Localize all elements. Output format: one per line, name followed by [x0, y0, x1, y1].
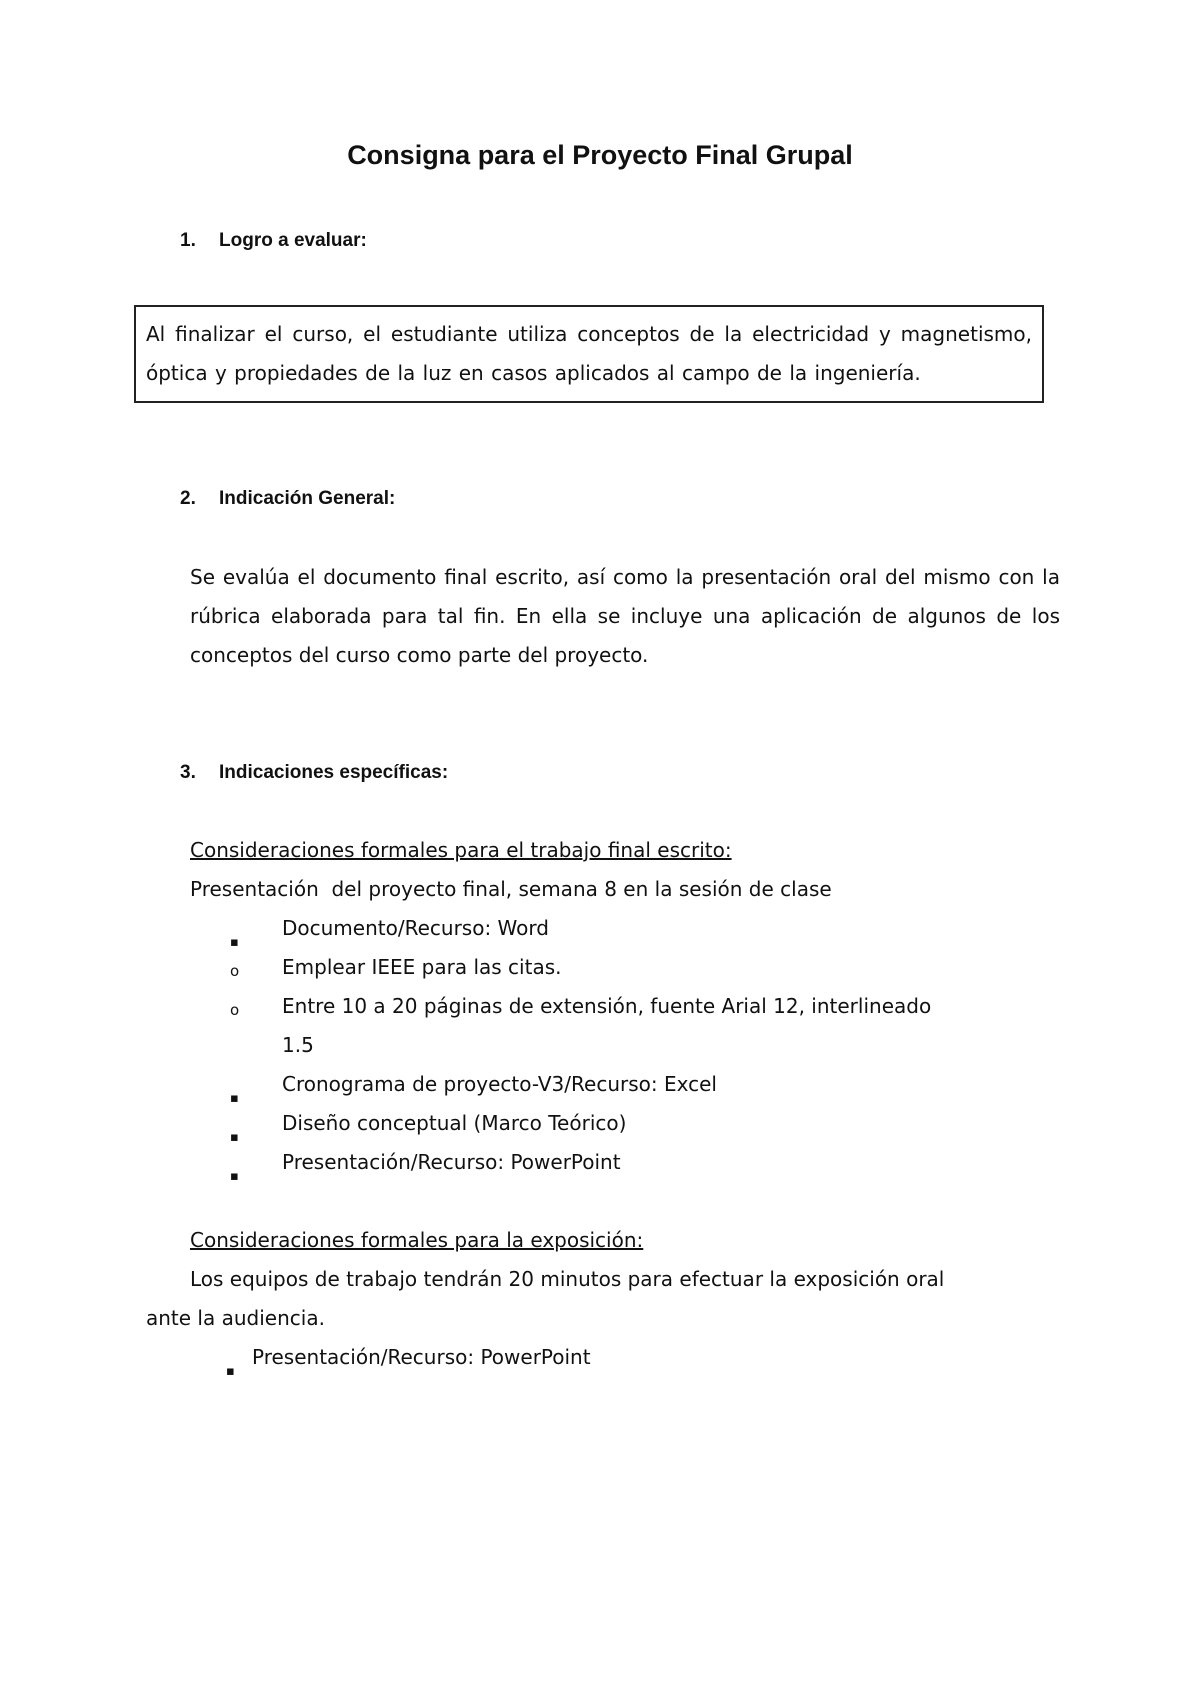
list-item: Presentación/Recurso: PowerPoint: [282, 1150, 621, 1174]
square-bullet-icon: ▪: [230, 1169, 239, 1184]
exposition-subheading: Consideraciones formales para la exposición:: [190, 1228, 644, 1252]
section-title: Indicación General:: [219, 488, 396, 509]
section-title: Logro a evaluar:: [219, 230, 367, 251]
list-item: Emplear IEEE para las citas.: [282, 955, 562, 979]
exposition-line-1: Los equipos de trabajo tendrán 20 minutos para efectuar la exposición oral: [190, 1267, 945, 1291]
list-item: Presentación/Recurso: PowerPoint: [252, 1345, 591, 1369]
section-number: 3.: [180, 762, 196, 783]
circle-bullet-icon: o: [230, 962, 240, 980]
section-1-heading: [180, 230, 367, 252]
section-title: Indicaciones específicas:: [219, 762, 449, 783]
list-item: Cronograma de proyecto-V3/Recurso: Excel: [282, 1072, 717, 1096]
square-bullet-icon: ▪: [230, 935, 239, 950]
achievement-box: [134, 305, 1044, 403]
section-number: 1.: [180, 230, 196, 251]
achievement-text: Al finalizar el curso, el estudiante utiliza conceptos de la electricidad y magnetismo, óptica y propiedades de la luz en casos aplicados al campo de la ingeniería.: [146, 322, 1032, 385]
square-bullet-icon: ▪: [230, 1130, 239, 1145]
written-work-subheading: Consideraciones formales para el trabajo final escrito:: [190, 838, 732, 862]
list-item: Diseño conceptual (Marco Teórico): [282, 1111, 627, 1135]
section-3-heading: [180, 762, 448, 784]
square-bullet-icon: ▪: [226, 1364, 235, 1379]
section-2-heading: [180, 488, 395, 510]
exposition-line-2: ante la audiencia.: [146, 1306, 325, 1330]
document-title: Consigna para el Proyecto Final Grupal: [347, 140, 853, 170]
list-item-continuation: 1.5: [282, 1033, 314, 1057]
written-work-intro: Presentación del proyecto final, semana 8 en la sesión de clase: [190, 877, 832, 901]
list-item: Documento/Recurso: Word: [282, 916, 549, 940]
section-number: 2.: [180, 488, 196, 509]
general-indication-paragraph: Se evalúa el documento final escrito, así como la presentación oral del mismo con la rúbrica elaborada para tal fin. En ella se incluye una aplicación de algunos de los conceptos del curso como parte del proyecto.: [190, 565, 1060, 667]
circle-bullet-icon: o: [230, 1001, 240, 1019]
square-bullet-icon: ▪: [230, 1091, 239, 1106]
list-item: Entre 10 a 20 páginas de extensión, fuente Arial 12, interlineado: [282, 994, 932, 1018]
